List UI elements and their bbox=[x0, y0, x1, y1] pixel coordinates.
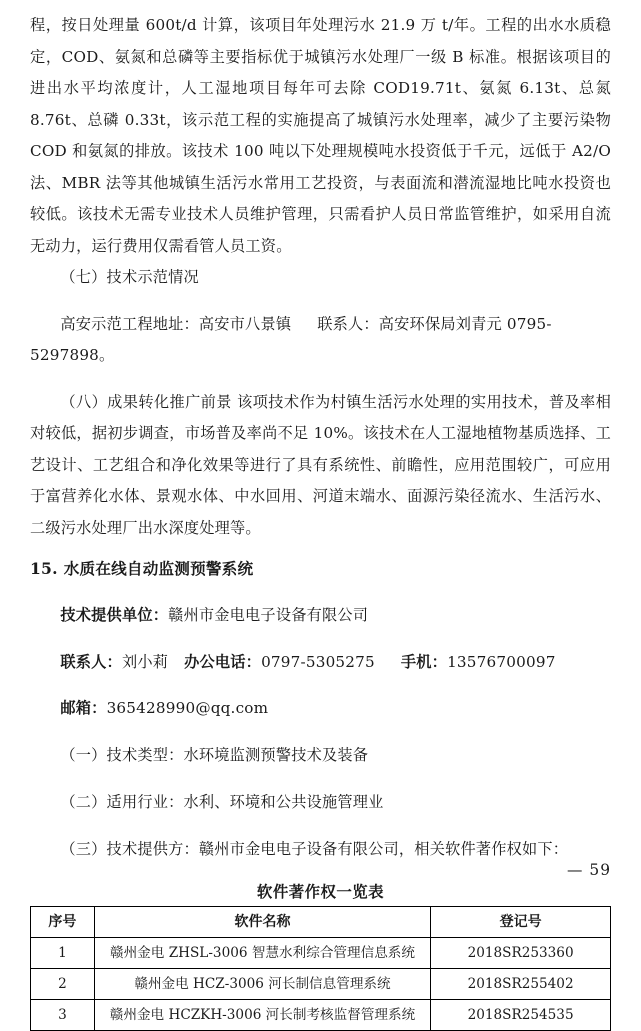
cell-index: 1 bbox=[31, 938, 95, 969]
table-header-row bbox=[31, 907, 611, 938]
contact-name: 刘小莉 bbox=[121, 652, 169, 671]
demo-site-label: 高安示范工程地址： bbox=[60, 314, 199, 333]
table-title: 软件著作权一览表 bbox=[256, 883, 385, 902]
section-title: 水质在线自动监测预警系统 bbox=[63, 559, 254, 579]
cell-software-name: 赣州金电 HCZ-3006 河长制信息管理系统 bbox=[94, 969, 430, 1000]
cell-index: 3 bbox=[31, 1000, 95, 1031]
cell-index: 2 bbox=[31, 969, 95, 1000]
demo-site-address: 高安市八景镇 bbox=[198, 314, 292, 333]
item-two-industry: （二）适用行业：水利、环境和公共设施管理业 bbox=[60, 792, 384, 811]
software-copyright-table bbox=[30, 906, 611, 1031]
email-value: 365428990@qq.com bbox=[106, 699, 269, 718]
item-one-tech-type: （一）技术类型：水环境监测预警技术及装备 bbox=[60, 746, 369, 765]
demo-site-line bbox=[30, 309, 611, 372]
cell-registration-number: 2018SR254535 bbox=[431, 1000, 611, 1031]
contact-label: 联系人： bbox=[60, 652, 122, 671]
contact-line bbox=[30, 647, 611, 679]
table-row bbox=[31, 938, 611, 969]
email-label: 邮箱： bbox=[60, 699, 107, 718]
item-three-provider: （三）技术提供方：赣州市金电电子设备有限公司，相关软件著作权如下： bbox=[60, 839, 569, 858]
office-phone-value: 0797-5305275 bbox=[261, 652, 375, 671]
email-line bbox=[30, 693, 611, 725]
demo-contact-value: 高安环保局刘青元 0795-5297898。 bbox=[30, 314, 552, 365]
column-header-index: 序号 bbox=[31, 907, 95, 938]
demo-contact-label: 联系人： bbox=[317, 314, 379, 333]
page-footer bbox=[567, 861, 611, 879]
cell-registration-number: 2018SR253360 bbox=[431, 938, 611, 969]
table-row bbox=[31, 969, 611, 1000]
heading-item-seven: （七）技术示范情况 bbox=[60, 268, 199, 286]
mobile-label: 手机： bbox=[400, 652, 448, 671]
page-dash-left: — bbox=[567, 861, 584, 879]
page-number: 59 bbox=[589, 861, 611, 879]
table-row bbox=[31, 1000, 611, 1031]
provider-label: 技术提供单位： bbox=[60, 606, 169, 625]
section-heading bbox=[30, 553, 611, 585]
cell-software-name: 赣州金电 ZHSL-3006 智慧水利综合管理信息系统 bbox=[94, 938, 430, 969]
column-header-software-name: 软件名称 bbox=[94, 907, 430, 938]
cell-software-name: 赣州金电 HCZKH-3006 河长制考核监督管理系统 bbox=[94, 1000, 430, 1031]
section-number: 15. bbox=[30, 559, 58, 579]
paragraph-item-eight: （八）成果转化推广前景 该项技术作为村镇生活污水处理的实用技术，普及率相对较低，据初步调查，市场普及率尚不足 10%。该技术在人工湿地植物基质选择、工艺设计、工艺组合和净化效果等进行了具有系统性、前瞻性，应用范围较广，可应用于富营养化水体、景观水体、中水回用、河道末端水、面源污染径流水、生活污水、二级污水处理厂出水深度处理等。 bbox=[30, 392, 611, 537]
office-phone-label: 办公电话： bbox=[184, 652, 262, 671]
provider-value: 赣州市金电电子设备有限公司 bbox=[168, 606, 369, 625]
provider-line bbox=[30, 600, 611, 632]
cell-registration-number: 2018SR255402 bbox=[431, 969, 611, 1000]
column-header-registration-number: 登记号 bbox=[431, 907, 611, 938]
paragraph-continued: 程，按日处理量 600t/d 计算，该项目年处理污水 21.9 万 t/年。工程的出水水质稳定，COD、氨氮和总磷等主要指标优于城镇污水处理厂一级 B 标准。根据该项目的进出水平均浓度计，人工湿地项目每年可去除 COD19.71t、氨氮 6.13t、总氮 8.76t、总磷 0.33t，该示范工程的实施提高了城镇污水处理率，减少了主要污染物 COD 和氨氮的排放。该技术 100 吨以下处理规模吨水投资低于千元，远低于 A2/O 法、MBR 法等其他城镇生活污水常用工艺投资，与表面流和潜流湿地比吨水投资也较低。该技术无需专业技术人员维护管理，只需看护人员日常监管维护，如采用自流无动力，运行费用仅需看管人员工资。 bbox=[30, 16, 611, 255]
mobile-value: 13576700097 bbox=[447, 652, 556, 671]
